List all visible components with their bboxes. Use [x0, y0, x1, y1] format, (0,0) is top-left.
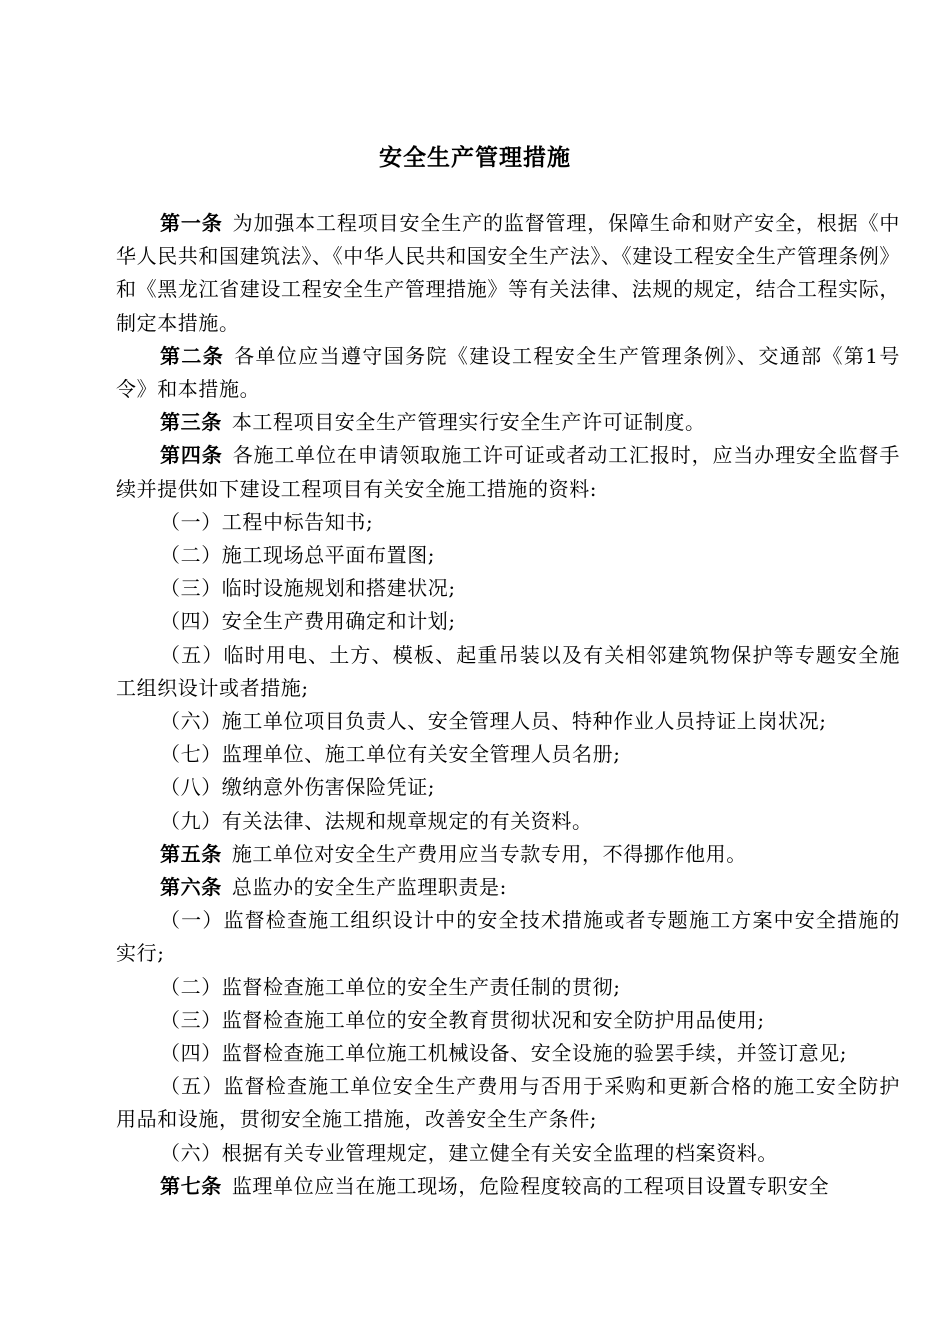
list-item: （一）工程中标告知书; — [160, 509, 374, 534]
list-item: （六）根据有关专业管理规定，建立健全有关安全监理的档案资料。 — [160, 1140, 778, 1165]
article-label: 第三条 — [160, 410, 222, 435]
article-1 — [116, 207, 900, 340]
list-item: （八）缴纳意外伤害保险凭证; — [160, 775, 436, 800]
list-item: （六）施工单位项目负责人、安全管理人员、特种作业人员持证上岗状况; — [160, 709, 827, 734]
article-6 — [116, 871, 900, 904]
article-3 — [116, 406, 900, 439]
article-text: 总监办的安全生产监理职责是: — [231, 875, 507, 900]
article-label: 第四条 — [160, 443, 223, 468]
document-body — [116, 207, 900, 1203]
document-title: 安全生产管理措施 — [379, 145, 571, 171]
article-label: 第二条 — [160, 343, 225, 368]
article-label: 第六条 — [160, 875, 222, 900]
list-item: （三）临时设施规划和搭建状况; — [160, 576, 456, 601]
list-item: （九）有关法律、法规和规章规定的有关资料。 — [160, 808, 593, 833]
article-label: 第一条 — [160, 211, 223, 235]
article-text: 监理单位应当在施工现场，危险程度较高的工程项目设置专职安全 — [231, 1173, 830, 1198]
article-5 — [116, 838, 900, 871]
list-item: （一）监督检查施工组织设计中的安全技术措施或者专题施工方案中安全措施的实行; — [116, 908, 900, 966]
article-text: 本工程项目安全生产管理实行安全生产许可证制度。 — [231, 410, 706, 435]
article-text: 各施工单位在申请领取施工许可证或者动工汇报时，应当办理安全监督手续并提供如下建设工程项目有关安全施工措施的资料: — [116, 443, 900, 501]
article-7 — [116, 1170, 900, 1203]
article-text: 各单位应当遵守国务院《建设工程安全生产管理条例》、交通部《第1号令》和本措施。 — [116, 343, 900, 402]
article-4 — [116, 439, 900, 505]
list-item: （七）监理单位、施工单位有关安全管理人员名册; — [160, 742, 621, 767]
list-item: （二）监督检查施工单位的安全生产责任制的贯彻; — [160, 974, 621, 999]
article-2 — [116, 340, 900, 406]
article-label: 第七条 — [160, 1173, 222, 1198]
article-text: 为加强本工程项目安全生产的监督管理，保障生命和财产安全，根据《中华人民共和国建筑法》、《中华人民共和国安全生产法》、《建设工程安全生产管理条例》和《黑龙江省建设工程安全生产管理措施》等有关法律、法规的规定，结合工程实际，制定本措施。 — [116, 211, 900, 335]
list-item: （四）监督检查施工单位施工机械设备、安全设施的验罢手续，并签订意见; — [160, 1041, 848, 1066]
list-item: （五）临时用电、土方、模板、起重吊装以及有关相邻建筑物保护等专题安全施工组织设计或者措施; — [116, 642, 900, 700]
list-item: （二）施工现场总平面布置图; — [160, 543, 436, 568]
list-item: （四）安全生产费用确定和计划; — [160, 609, 456, 634]
article-label: 第五条 — [160, 841, 222, 866]
article-text: 施工单位对安全生产费用应当专款专用，不得挪作他用。 — [231, 841, 747, 866]
list-item: （五）监督检查施工单位安全生产费用与否用于采购和更新合格的施工安全防护用品和设施，贯彻安全施工措施，改善安全生产条件; — [116, 1074, 900, 1132]
list-item: （三）监督检查施工单位的安全教育贯彻状况和安全防护用品使用; — [160, 1007, 765, 1032]
